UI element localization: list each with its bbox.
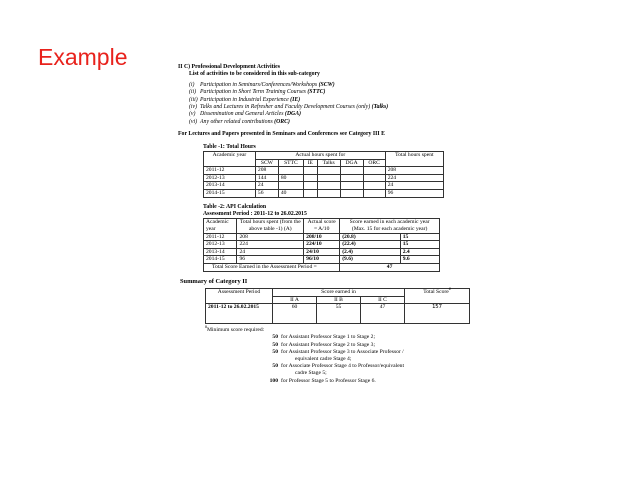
table-header: IE	[303, 159, 317, 167]
table-row: 2013-14 24 24/10 (2.4) 2.4	[204, 248, 440, 256]
list-item: 50 for Assistant Professor Stage 2 to Stage 3;	[272, 341, 375, 348]
list-item: 50 for Assistant Professor Stage 3 to Associate Professor /	[272, 348, 404, 355]
table-header: ORC	[363, 159, 385, 167]
table-row: 2014-15 96 96/10 (9.6) 9.6	[204, 256, 440, 264]
minimum-score-notes: #Minimum score required: 50 for Assistant Professor Stage 1 to Stage 2; 50 for Assistant Professor Stage 2 to Stage 3; 50 for Assistant Professor Stage 3 to Associate Professor / equivalent cadre Stage 4; 50 for Associate Professor Stage 4 to Professor/equivalent cadre Stage 5; 100 for Professor Stage 5 to Professor Stage 6.	[178, 327, 474, 385]
table-header: II C	[361, 296, 405, 304]
list-item: (ii) Participation in Short Term Training Courses (STTC)	[189, 89, 326, 96]
list-item-continuation: cadre Stage 5;	[295, 370, 327, 377]
table-header: Total Score#	[405, 289, 470, 304]
list-item: 50 for Assistant Professor Stage 1 to Stage 2;	[272, 334, 375, 341]
table-api-calculation	[203, 218, 440, 271]
table-header: Academic year	[204, 219, 237, 233]
table-header: Total hours spent (from the above table -1) (A)	[237, 219, 304, 233]
table-row: 2013-14 24 24	[204, 182, 444, 190]
table-header: SCW	[255, 159, 278, 167]
table-header: Academic year	[204, 152, 256, 167]
section-title: Professional Development Activities	[191, 64, 280, 70]
table-row: Total Score Earned in the Assessment Period = 47	[204, 264, 440, 272]
table-header: Assessment Period	[206, 289, 273, 304]
table-row: 2011-12 to 26.02.2015 60 55 47 157	[206, 304, 470, 324]
summary-heading: Summary of Category II	[180, 277, 248, 285]
table-header: Actual score = A/10	[304, 219, 340, 233]
table-summary	[205, 288, 470, 324]
table-header: Total hours spent	[385, 152, 443, 167]
table-row: 2014-15 56 40 96	[204, 190, 444, 198]
list-item: (iv) Talks and Lectures in Refresher and Faculty Development Courses (only) (Talks)	[189, 104, 389, 111]
list-item: (iii) Participation in Industrial Experience (IE)	[189, 96, 301, 103]
table-header: DGA	[340, 159, 363, 167]
section-heading	[178, 64, 474, 71]
list-item: (i) Participation in Seminars/Conferences/Workshops (SCW)	[189, 81, 335, 88]
list-item: (v) Dissemination and General Articles (DGA)	[189, 111, 302, 118]
table2-caption: Table -2: API Calculation	[203, 203, 267, 210]
document-scan	[178, 64, 474, 385]
table-header: Talks	[317, 159, 340, 167]
table-row: 2011-12 208 208/10 (20.8) 15	[204, 233, 440, 241]
table-header: Actual hours spent for	[255, 152, 385, 160]
table-row: 2012-13 144 80 224	[204, 174, 444, 182]
list-item-continuation: equivalent cadre Stage 4;	[295, 356, 352, 362]
section-number: II C)	[178, 64, 191, 70]
table-total-hours	[203, 151, 444, 198]
slide-title: Example	[38, 44, 128, 70]
section-subheading: List of activities to be considered in this sub-category	[189, 71, 320, 78]
list-item: (vi) Any other related contributions (ORC)	[189, 118, 290, 125]
assessment-period: Assessment Period : 2011-12 to 26.02.2015	[203, 211, 307, 218]
table-header: Score earned in each academic year (Max. 15 for each academic year)	[340, 219, 440, 233]
table-header: Score earned in	[273, 289, 405, 297]
table-header: STTC	[278, 159, 303, 167]
table-row: 2012-13 224 224/10 (22.4) 15	[204, 241, 440, 249]
table1-caption: Table -1: Total Hours	[203, 143, 256, 150]
lectures-note: For Lectures and Papers presented in Seminars and Conferences see Category III E	[178, 131, 385, 138]
list-item: 50 for Associate Professor Stage 4 to Professor/equivalent	[272, 363, 405, 370]
activity-list	[178, 82, 474, 126]
table-header: II B	[317, 296, 361, 304]
table-row: 2011-12 208 208	[204, 167, 444, 175]
list-item: 100 for Professor Stage 5 to Professor Stage 6.	[269, 377, 376, 384]
table-header: II A	[273, 296, 317, 304]
